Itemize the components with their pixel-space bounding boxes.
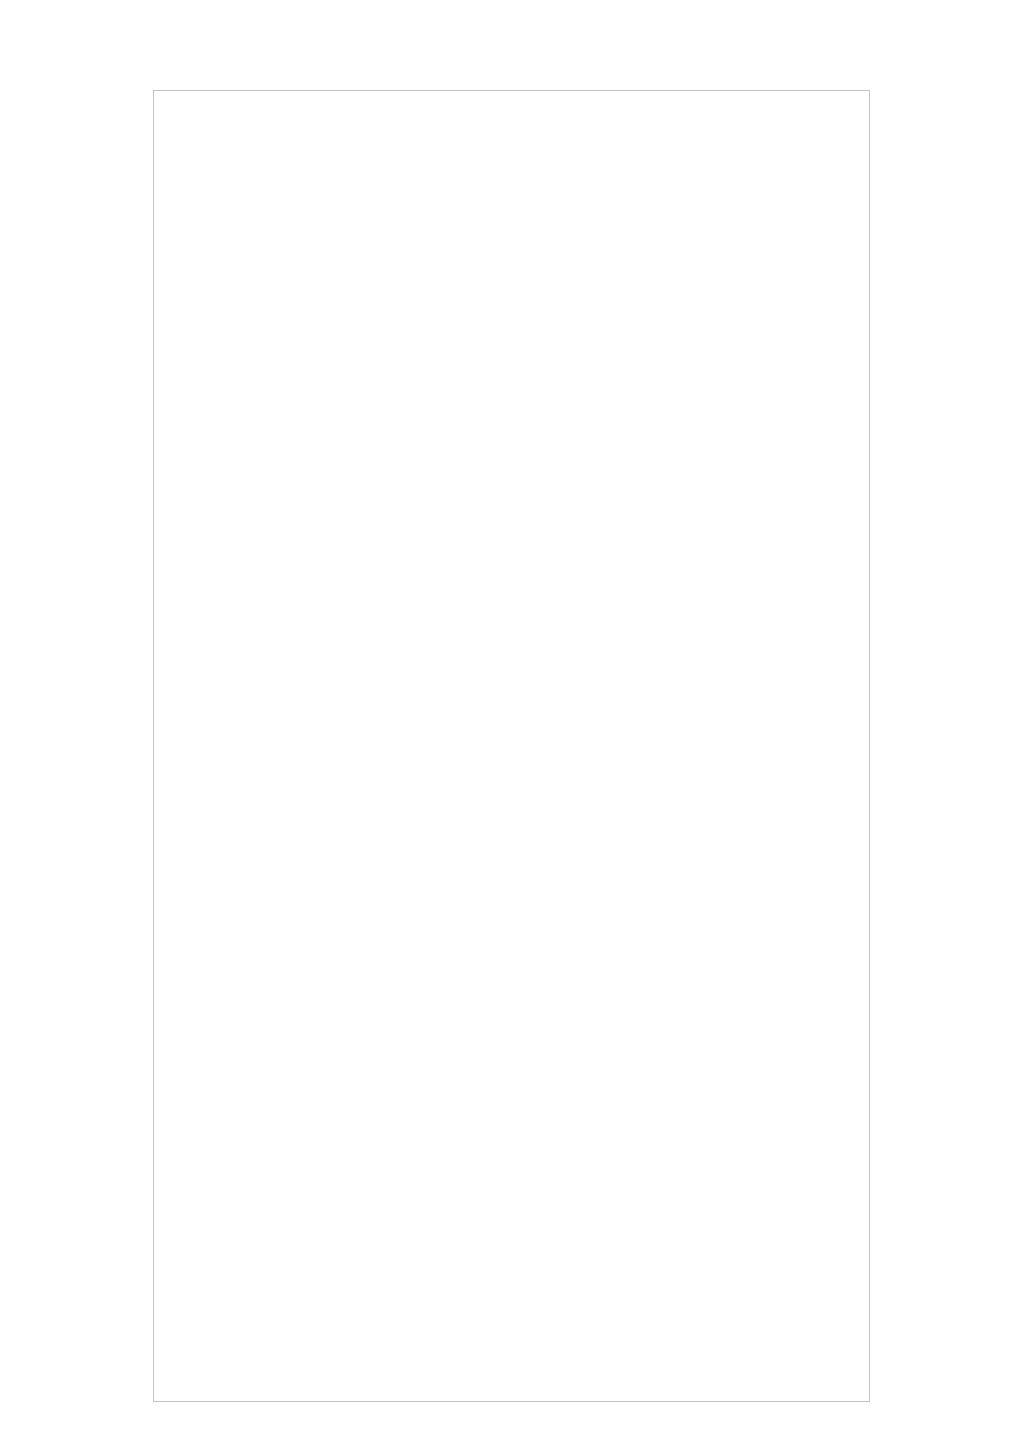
document-sheet — [153, 90, 870, 1402]
